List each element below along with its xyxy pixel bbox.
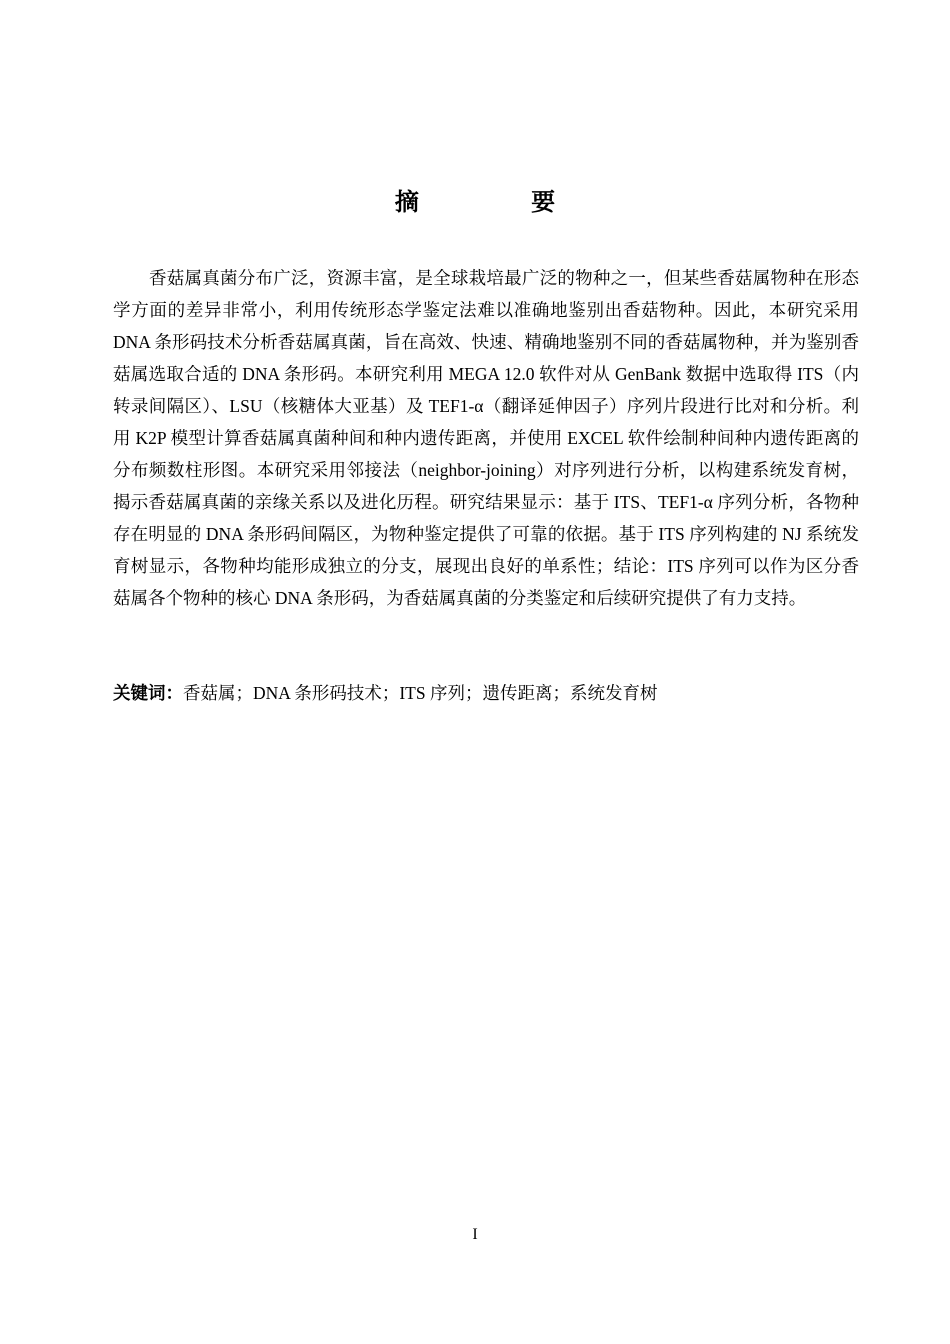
page-title: 摘 要 [394, 188, 608, 216]
keywords-label: 关键词： [113, 683, 183, 703]
keywords-line [113, 677, 859, 709]
keywords-text: 香菇属；DNA 条形码技术；ITS 序列；遗传距离；系统发育树 [183, 683, 658, 703]
abstract-paragraph: 香菇属真菌分布广泛，资源丰富，是全球栽培最广泛的物种之一，但某些香菇属物种在形态学方面的差异非常小，利用传统形态学鉴定法难以准确地鉴别出香菇物种。因此，本研究采用 DNA 条形码技术分析香菇属真菌，旨在高效、快速、精确地鉴别不同的香菇属物种，并为鉴别香菇属选取合适的 DNA 条形码。本研究利用 MEGA 12.0 软件对从 GenBank 数据中选取得 ITS（内转录间隔区）、LSU（核糖体大亚基）及 TEF1-α（翻译延伸因子）序列片段进行比对和分析。利用 K2P 模型计算香菇属真菌种间和种内遗传距离，并使用 EXCEL 软件绘制种间种内遗传距离的分布频数柱形图。本研究采用邻接法（neighbor-joining）对序列进行分析，以构建系统发育树，揭示香菇属真菌的亲缘关系以及进化历程。研究结果显示：基于 ITS、TEF1-α 序列分析，各物种存在明显的 DNA 条形码间隔区，为物种鉴定提供了可靠的依据。基于 ITS 序列构建的 NJ 系统发育树显示，各物种均能形成独立的分支，展现出良好的单系性；结论：ITS 序列可以作为区分香菇属各个物种的核心 DNA 条形码，为香菇属真菌的分类鉴定和后续研究提供了有力支持。 [113, 268, 859, 608]
page-number: I [472, 1226, 478, 1243]
